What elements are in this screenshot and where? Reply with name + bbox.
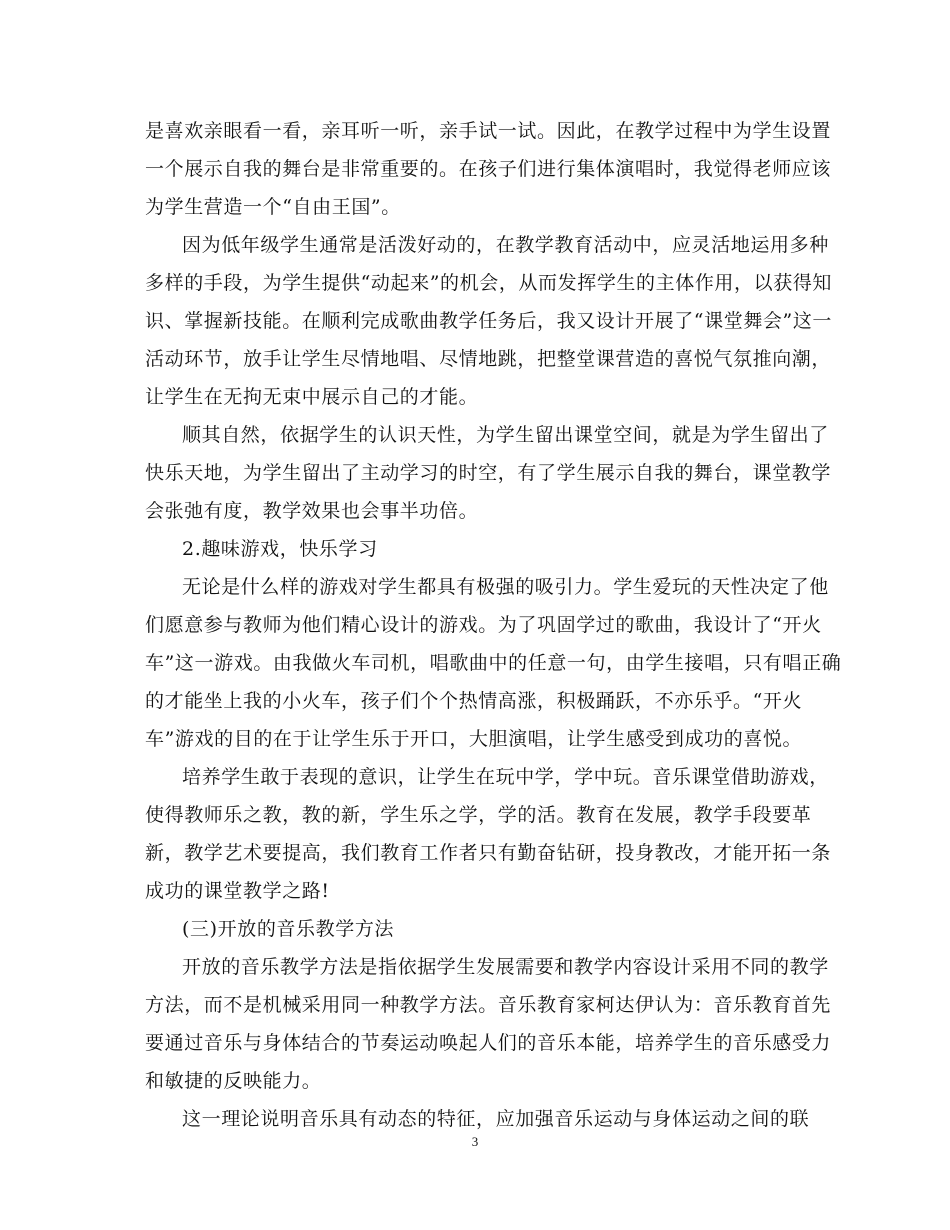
- text-line: 会张弛有度，教学效果也会事半功倍。: [145, 500, 479, 522]
- paragraph-first-line: 培养学生敢于表现的意识，让学生在玩中学，学中玩。音乐课堂借助游戏，: [182, 766, 829, 788]
- section-heading: (三)开放的音乐教学方法: [182, 918, 395, 940]
- page-number: 3: [471, 1134, 479, 1149]
- text-line: 车”这一游戏。由我做火车司机，唱歌曲中的任意一句，由学生接唱，只有唱正确: [145, 652, 842, 674]
- paragraph-first-line: 无论是什么样的游戏对学生都具有极强的吸引力。学生爱玩的天性决定了他: [182, 576, 829, 598]
- text-line: 方法，而不是机械采用同一种教学方法。音乐教育家柯达伊认为：音乐教育首先: [145, 994, 832, 1016]
- text-line: 让学生在无拘无束中展示自己的才能。: [145, 386, 479, 408]
- text-line: 的才能坐上我的小火车，孩子们个个热情高涨，积极踊跃，不亦乐乎。“开火: [145, 690, 803, 712]
- text-line: 一个展示自我的舞台是非常重要的。在孩子们进行集体演唱时，我觉得老师应该: [145, 158, 832, 180]
- text-line: 新，教学艺术要提高，我们教育工作者只有勤奋钻研，投身教改，才能开拓一条: [145, 842, 832, 864]
- text-line: 多样的手段，为学生提供“动起来”的机会，从而发挥学生的主体作用，以获得知: [145, 272, 833, 294]
- text-line: 成功的课堂教学之路!: [145, 880, 330, 902]
- text-line: 是喜欢亲眼看一看，亲耳听一听，亲手试一试。因此，在教学过程中为学生设置: [145, 120, 832, 142]
- text-line: 快乐天地，为学生留出了主动学习的时空，有了学生展示自我的舞台，课堂教学: [145, 462, 832, 484]
- paragraph-first-line: 顺其自然，依据学生的认识天性，为学生留出课堂空间，就是为学生留出了: [182, 424, 829, 446]
- text-line: 使得教师乐之教，教的新，学生乐之学，学的活。教育在发展，教学手段要革: [145, 804, 812, 826]
- text-line: 为学生营造一个“自由王国”。: [145, 196, 401, 218]
- section-heading: 2.趣味游戏，快乐学习: [182, 538, 378, 560]
- text-line: 车”游戏的目的在于让学生乐于开口，大胆演唱，让学生感受到成功的喜悦。: [145, 728, 803, 750]
- text-line: 活动环节，放手让学生尽情地唱、尽情地跳，把整堂课营造的喜悦气氛推向潮，: [145, 348, 832, 370]
- text-line: 识、掌握新技能。在顺利完成歌曲教学任务后，我又设计开展了“课堂舞会”这一: [145, 310, 833, 332]
- text-line: 们愿意参与教师为他们精心设计的游戏。为了巩固学过的歌曲，我设计了“开火: [145, 614, 822, 636]
- paragraph-first-line: 这一理论说明音乐具有动态的特征，应加强音乐运动与身体运动之间的联: [182, 1108, 810, 1130]
- paragraph-first-line: 开放的音乐教学方法是指依据学生发展需要和教学内容设计采用不同的教学: [182, 956, 829, 978]
- paragraph-first-line: 因为低年级学生通常是活泼好动的，在教学教育活动中，应灵活地运用多种: [182, 234, 829, 256]
- text-line: 要通过音乐与身体结合的节奏运动唤起人们的音乐本能，培养学生的音乐感受力: [145, 1032, 832, 1054]
- text-line: 和敏捷的反映能力。: [145, 1070, 322, 1092]
